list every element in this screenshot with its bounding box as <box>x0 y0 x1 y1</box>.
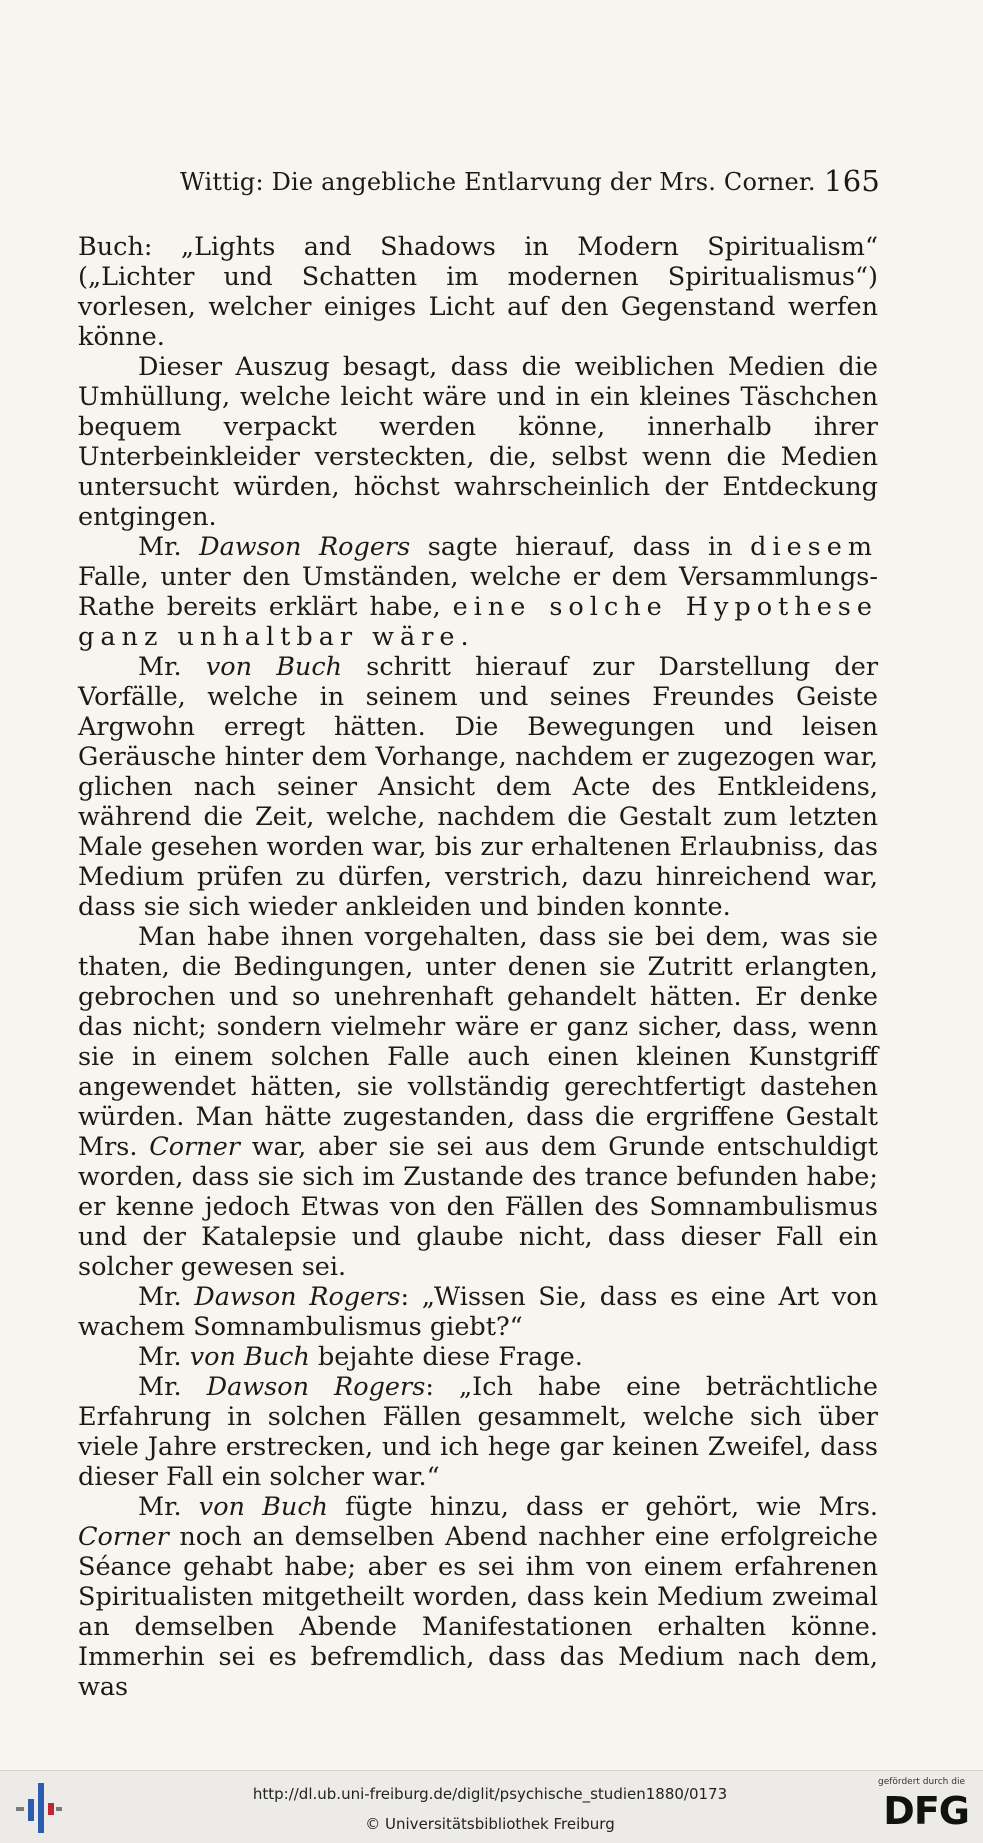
text-run: Man habe ihnen vorgehalten, dass sie bei dem, was sie thaten, die Bedingungen, unter denen sie Zutritt erlangten, gebrochen und so unehrenhaft gehandelt hätten. Er denke das nicht; sondern vielmehr wäre er ganz sicher, dass, wenn sie in einem solchen Falle auch einen kleinen Kunstgriff angewendet hätten, sie vollständig gerechtfertigt dastehen würden. Man hätte zugestanden, dass die ergriffene Gestalt Mrs. <box>78 922 878 1162</box>
text-run: Mr. <box>138 1492 182 1522</box>
paragraph-4 <box>78 652 878 922</box>
text-run: Mr. <box>138 532 182 562</box>
text-run: fügte hinzu, dass er gehört, wie Mrs. <box>345 1492 879 1522</box>
text-run: bejahte diese Frage. <box>317 1342 583 1372</box>
text-run: Mr. <box>138 652 182 682</box>
body-text <box>78 232 878 1702</box>
paragraph-3 <box>78 532 878 652</box>
text-run: : „Wissen Sie, dass es eine Art von wachem Somnambulismus giebt?“ <box>78 1282 879 1342</box>
permalink-url[interactable]: http://dl.ub.uni-freiburg.de/diglit/psychische_studien1880/0173 <box>252 1785 728 1803</box>
text-run: sagte hierauf, dass in <box>427 532 733 562</box>
person-name: Corner <box>78 1522 169 1552</box>
library-logo-icon[interactable] <box>16 1781 62 1833</box>
person-name: Corner <box>149 1132 240 1162</box>
person-name: von Buch <box>198 1492 329 1522</box>
person-name: Dawson Rogers <box>194 1282 401 1312</box>
text-run: : „Ich habe eine beträchtliche Erfahrung in solchen Fällen gesammelt, welche sich über viele Jahre erstrecken, und ich hege gar keinen Zweifel, dass dieser Fall ein solcher war.“ <box>78 1372 879 1492</box>
text-run: Falle, unter den Umständen, welche er dem Versammlungs-Rathe bereits erklärt habe, <box>78 562 878 622</box>
person-name: von Buch <box>205 652 343 682</box>
paragraph-8 <box>78 1372 878 1492</box>
viewer-footer <box>0 1770 983 1843</box>
person-name: Dawson Rogers <box>206 1372 426 1402</box>
paragraph-1: Buch: „Lights and Shadows in Modern Spiritualism“ („Lichter und Schatten im modernen Spiritualismus“) vorlesen, welcher einiges Licht auf den Gegenstand werfen könne. <box>78 232 878 352</box>
running-title: Wittig: Die angebliche Entlarvung der Mrs. Corner. <box>180 168 816 196</box>
dfg-logo[interactable]: DFG <box>883 1789 969 1833</box>
text-run: Mr. <box>138 1282 182 1312</box>
person-name: Dawson Rogers <box>199 532 411 562</box>
text-run: schritt hierauf zur Darstellung der Vorfälle, welche in seinem und seines Freundes Geiste Argwohn erregt hätten. Die Bewegungen und leisen Geräusche hinter dem Vorhange, nachdem er zugezogen war, glichen nach seiner Ansicht dem Acte des Entkleidens, während die Zeit, welche, nachdem die Gestalt zum letzten Male gesehen worden war, bis zur erhaltenen Erlaubniss, das Medium prüfen zu dürfen, verstrich, dazu hinreichend war, dass sie sich wieder ankleiden und binden konnte. <box>78 652 879 922</box>
spaced-emphasis: eine solche Hypothese ganz unhaltbar wäre. <box>78 592 878 652</box>
paragraph-2: Dieser Auszug besagt, dass die weiblichen Medien die Umhüllung, welche leicht wäre und in ein kleines Täschchen bequem verpackt werden könne, innerhalb ihrer Unterbeinkleider versteckten, die, selbst wenn die Medien untersucht würden, höchst wahrscheinlich der Entdeckung entgingen. <box>78 352 878 532</box>
text-run: war, aber sie sei aus dem Grunde entschuldigt worden, dass sie sich im Zustande des trance befunden habe; er kenne jedoch Etwas von den Fällen des Somnambulismus und der Katalepsie und glaube nicht, dass dieser Fall ein solcher gewesen sei. <box>78 1132 878 1282</box>
paragraph-7 <box>78 1342 878 1372</box>
text-run: Mr. <box>138 1372 182 1402</box>
funding-note: gefördert durch die <box>878 1777 965 1787</box>
paragraph-9 <box>78 1492 878 1702</box>
copyright-notice: © Universitätsbibliothek Freiburg <box>365 1815 615 1833</box>
spaced-emphasis: diesem <box>750 532 879 562</box>
paragraph-6 <box>78 1282 878 1342</box>
page-number: 165 <box>824 164 880 198</box>
text-run: Mr. <box>138 1342 182 1372</box>
person-name: von Buch <box>189 1342 310 1372</box>
paragraph-5 <box>78 922 878 1282</box>
text-run: noch an demselben Abend nachher eine erfolgreiche Séance gehabt habe; aber es sei ihm von einem erfahrenen Spiritualisten mitgetheilt worden, dass kein Medium zweimal an demselben Abende Manifestationen erhalten könne. Immerhin sei es befremdlich, dass das Medium nach dem, was <box>78 1522 878 1702</box>
